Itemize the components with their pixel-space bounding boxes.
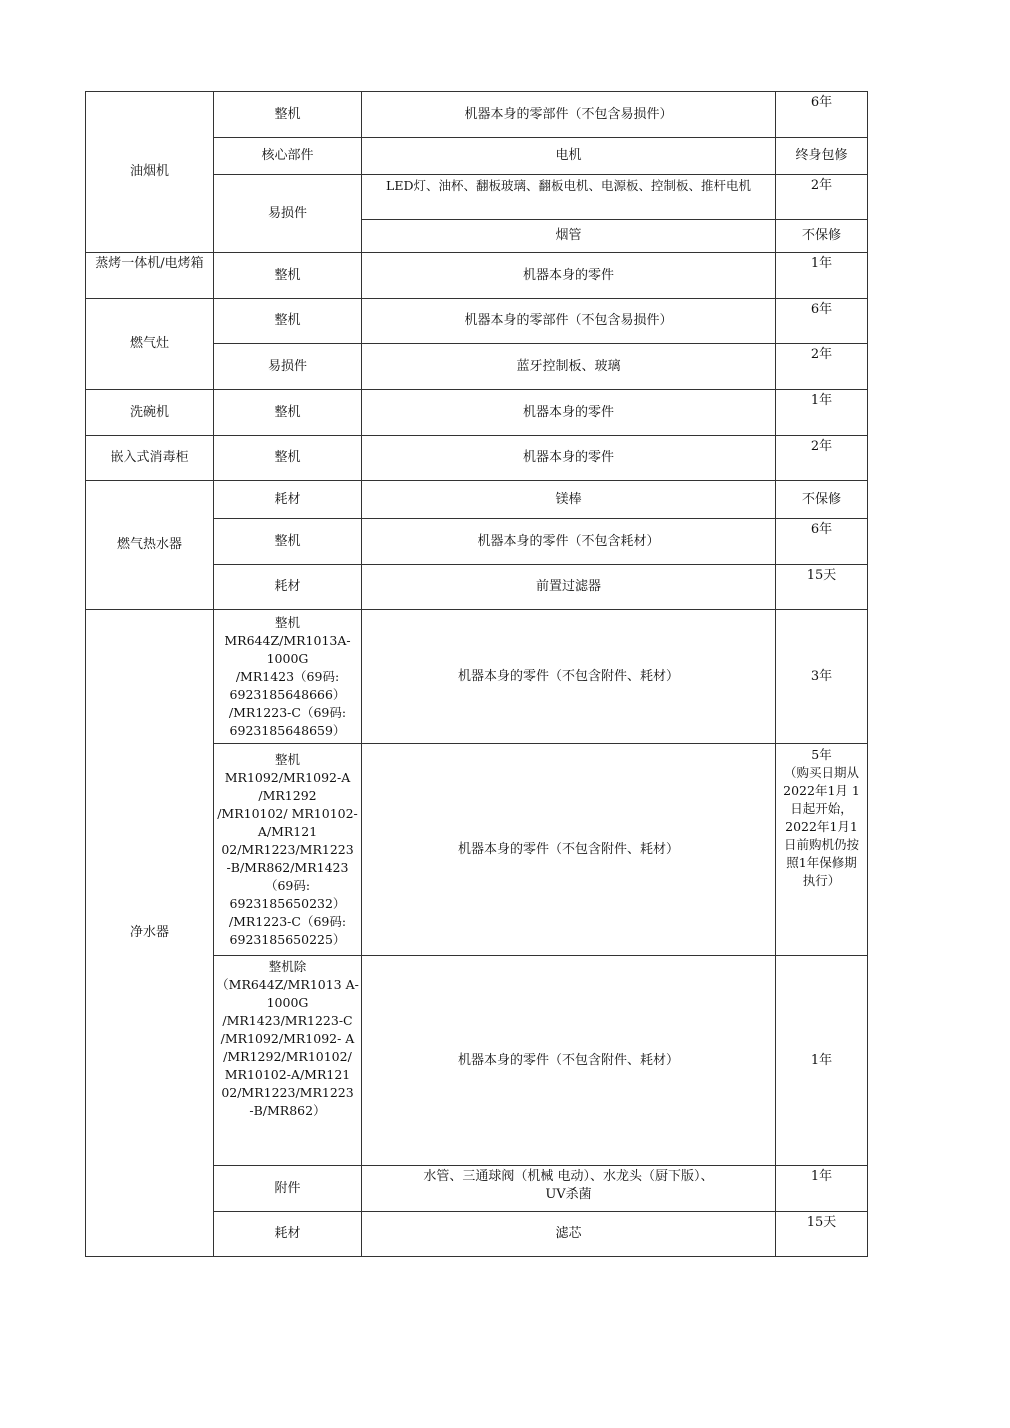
scope-cell: 机器本身的零件（不包含耗材） xyxy=(362,519,776,565)
period-cell: 终身包修 xyxy=(776,138,868,175)
product-heater: 燃气热水器 xyxy=(86,481,214,610)
period-cell: 1年 xyxy=(776,253,868,299)
part-cell: 易损件 xyxy=(214,175,362,253)
scope-cell: 前置过滤器 xyxy=(362,565,776,610)
table-row xyxy=(86,390,868,436)
product-purifier: 净水器 xyxy=(86,610,214,1257)
scope-cell: 机器本身的零部件（不包含易损件） xyxy=(362,299,776,344)
table-row xyxy=(86,92,868,138)
part-cell: 整机 xyxy=(214,519,362,565)
table-row xyxy=(86,610,868,744)
scope-cell: 机器本身的零部件（不包含易损件） xyxy=(362,92,776,138)
period-cell: 6年 xyxy=(776,92,868,138)
scope-cell: 机器本身的零件 xyxy=(362,253,776,299)
period-cell: 3年 xyxy=(776,610,868,744)
product-oven: 蒸烤一体机/电烤箱 xyxy=(86,253,214,299)
part-cell: 整机 xyxy=(214,436,362,481)
period-cell: 1年 xyxy=(776,390,868,436)
part-cell: 整机 xyxy=(214,390,362,436)
period-cell: 15天 xyxy=(776,1212,868,1257)
product-sterilizer: 嵌入式消毒柜 xyxy=(86,436,214,481)
product-stove: 燃气灶 xyxy=(86,299,214,390)
product-hood: 油烟机 xyxy=(86,92,214,253)
table-row xyxy=(86,436,868,481)
warranty-table xyxy=(85,91,868,1257)
part-cell: 整机 xyxy=(214,253,362,299)
scope-cell: LED灯、油杯、翻板玻璃、翻板电机、电源板、控制板、推杆电机 xyxy=(362,175,776,220)
part-cell: 整机除 （MR644Z/MR1013 A- 1000G /MR1423/MR1223-C /MR1092/MR1092- A /MR1292/MR10102/ MR10102-A/MR121 02/MR1223/MR1223 -B/MR862） xyxy=(214,956,362,1166)
period-cell: 6年 xyxy=(776,299,868,344)
table-row xyxy=(86,481,868,519)
part-cell: 核心部件 xyxy=(214,138,362,175)
scope-cell: 机器本身的零件 xyxy=(362,436,776,481)
scope-cell: 水管、三通球阀（机械 电动）、水龙头（厨下版）、 UV杀菌 xyxy=(362,1166,776,1212)
part-cell: 整机 xyxy=(214,299,362,344)
scope-cell: 蓝牙控制板、玻璃 xyxy=(362,344,776,390)
scope-cell: 滤芯 xyxy=(362,1212,776,1257)
part-cell: 易损件 xyxy=(214,344,362,390)
part-cell: 耗材 xyxy=(214,481,362,519)
scope-cell: 机器本身的零件（不包含附件、耗材） xyxy=(362,744,776,956)
part-cell: 整机 MR1092/MR1092-A /MR1292 /MR10102/ MR10102- A/MR121 02/MR1223/MR1223 -B/MR862/MR1423 （69码: 6923185650232） /MR1223-C（69码: 6923185650225） xyxy=(214,744,362,956)
product-dishwasher: 洗碗机 xyxy=(86,390,214,436)
table-row xyxy=(86,299,868,344)
part-cell: 耗材 xyxy=(214,565,362,610)
period-cell: 不保修 xyxy=(776,220,868,253)
scope-cell: 机器本身的零件 xyxy=(362,390,776,436)
part-cell: 整机 xyxy=(214,92,362,138)
part-cell: 附件 xyxy=(214,1166,362,1212)
period-cell: 2年 xyxy=(776,436,868,481)
period-cell: 6年 xyxy=(776,519,868,565)
scope-cell: 机器本身的零件（不包含附件、耗材） xyxy=(362,610,776,744)
period-cell: 5年 （购买日期从 2022年1月 1 日起开始， 2022年1月1 日前购机仍按 照1年保修期 执行） xyxy=(776,744,868,956)
scope-cell: 镁棒 xyxy=(362,481,776,519)
period-cell: 2年 xyxy=(776,175,868,220)
table-row xyxy=(86,253,868,299)
scope-cell: 机器本身的零件（不包含附件、耗材） xyxy=(362,956,776,1166)
part-cell: 整机 MR644Z/MR1013A- 1000G /MR1423（69码: 6923185648666） /MR1223-C（69码: 6923185648659） xyxy=(214,610,362,744)
part-cell: 耗材 xyxy=(214,1212,362,1257)
period-cell: 1年 xyxy=(776,956,868,1166)
scope-cell: 电机 xyxy=(362,138,776,175)
scope-cell: 烟管 xyxy=(362,220,776,253)
period-cell: 15天 xyxy=(776,565,868,610)
period-cell: 1年 xyxy=(776,1166,868,1212)
period-cell: 2年 xyxy=(776,344,868,390)
period-cell: 不保修 xyxy=(776,481,868,519)
